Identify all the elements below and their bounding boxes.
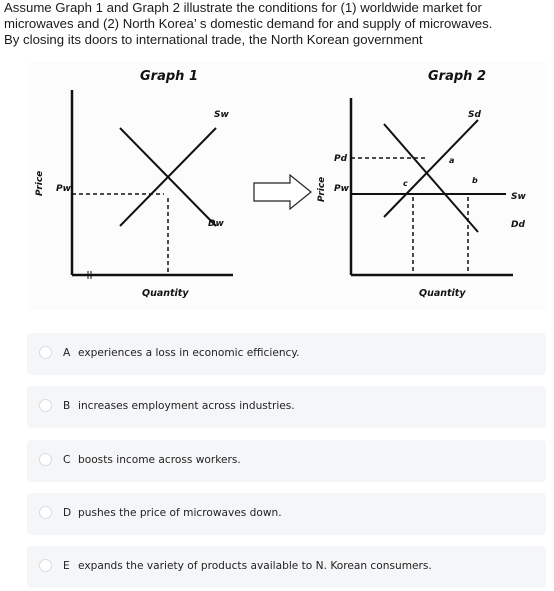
question-line-3: By closing its doors to international trade, the North Korean government (4, 32, 423, 47)
option-b[interactable] (27, 386, 546, 428)
graph2-price-axis-label: Price (317, 176, 327, 202)
graph2-domestic-demand-label: Dd (511, 220, 525, 230)
radio-circle-icon[interactable] (39, 346, 52, 359)
option-text: pushes the price of microwaves down. (78, 507, 282, 519)
question-line-2: microwaves and (2) North Korea’ s domestic demand for and supply of microwaves. (4, 16, 493, 31)
graph2-domestic-supply-label: Sd (468, 110, 481, 120)
graph1-demand-label: Dw (208, 219, 224, 229)
option-a[interactable] (27, 333, 546, 375)
option-letter: E (63, 560, 70, 572)
option-d[interactable] (27, 493, 546, 535)
graph2-domestic-price-label: Pd (334, 154, 348, 164)
arrow-icon (254, 175, 311, 209)
question-line-1: Assume Graph 1 and Graph 2 illustrate the conditions for (1) worldwide market for (4, 0, 482, 15)
option-text: experiences a loss in economic efficiency. (78, 347, 300, 359)
graph1-supply-label: Sw (214, 110, 229, 120)
graph1-quantity-axis-label: Quantity (142, 288, 189, 299)
option-letter: B (63, 400, 71, 412)
option-text: boosts income across workers. (78, 454, 241, 466)
option-text: expands the variety of products available to N. Korean consumers. (78, 560, 432, 572)
graph2-point-c-label: c (403, 179, 408, 188)
option-letter: C (63, 454, 71, 466)
option-c[interactable] (27, 440, 546, 482)
graph2-point-b-label: b (472, 176, 478, 185)
option-e[interactable] (27, 546, 546, 588)
question-text (4, 0, 552, 48)
graph2-domestic-supply-line (384, 120, 478, 217)
option-letter: D (63, 507, 72, 519)
radio-circle-icon[interactable] (39, 453, 52, 466)
graph2-world-supply-label: Sw (511, 192, 526, 202)
graph2-world-price-label: Pw (334, 184, 349, 194)
graph1-price-axis-label: Price (35, 170, 45, 196)
supply-demand-figure (28, 62, 548, 310)
option-letter: A (63, 347, 71, 359)
graph1-title: Graph 1 (140, 69, 198, 84)
radio-circle-icon[interactable] (39, 559, 52, 572)
graph2-domestic-demand-line (384, 124, 478, 232)
option-text: increases employment across industries. (78, 400, 295, 412)
graph2-point-a-label: a (449, 156, 455, 165)
radio-circle-icon[interactable] (39, 399, 52, 412)
graph1-price-label: Pw (56, 184, 71, 194)
radio-circle-icon[interactable] (39, 506, 52, 519)
graphs-svg (28, 62, 548, 310)
graph2-title: Graph 2 (428, 69, 486, 84)
graph2-quantity-axis-label: Quantity (419, 288, 466, 299)
